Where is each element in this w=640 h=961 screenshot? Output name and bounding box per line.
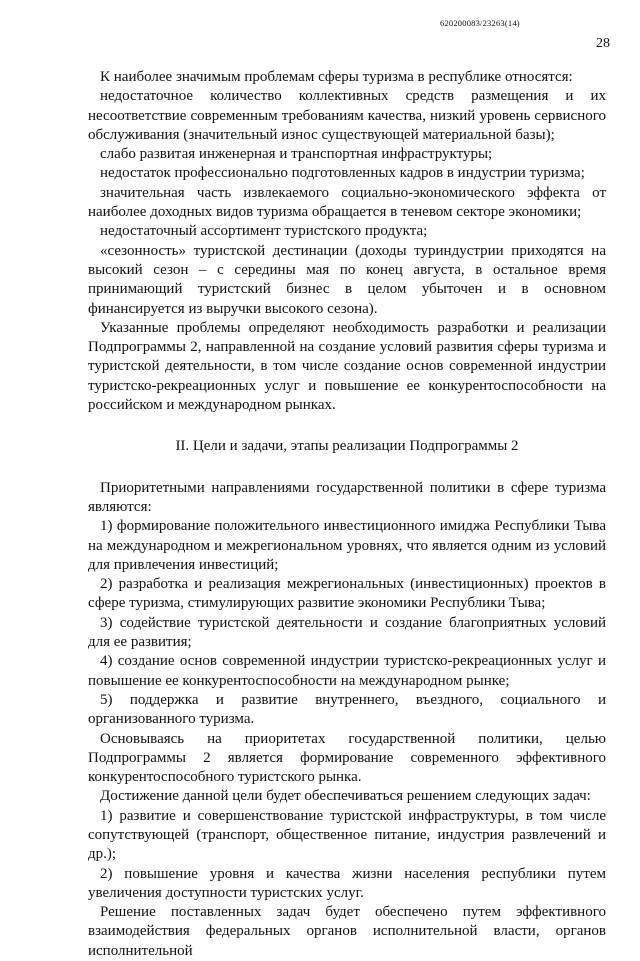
task-item: 1) развитие и совершенствование туристской инфраструктуры, в том числе сопутствующей (транспорт, общественное питание, индустрия развлечений и др.);	[88, 807, 606, 863]
problem-item: «сезонность» туристской дестинации (доходы туриндустрии приходятся на высокий сезон – с середины мая по конец августа, в остальное время принимающий туристский бизнес в целом убыточен и в основном финансируется из выручки высокого сезона).	[88, 242, 606, 317]
priority-item: 4) создание основ современной индустрии туристско-рекреационных услуг и повышение ее конкурентоспособности на международном рынке;	[88, 653, 606, 689]
task-item: 2) повышение уровня и качества жизни населения республики путем увеличения доступности туристских услуг.	[88, 865, 606, 901]
priority-item: 5) поддержка и развитие внутреннего, въездного, социального и организованного туризма.	[88, 691, 606, 728]
paragraph-goal: Основываясь на приоритетах государственной политики, целью Подпрограммы 2 является формирование современного эффективного конкурентоспособного туристского рынка.	[88, 730, 606, 786]
paragraph-conclusion: Указанные проблемы определяют необходимость разработки и реализации Подпрограммы 2, направленной на создание условий развития сферы туризма и туристской деятельности, в том числе создание основ современной индустрии туристско-рекреационных услуг и повышение ее конкурентоспособности на российском и международном рынках.	[88, 319, 606, 414]
section-heading: II. Цели и задачи, этапы реализации Подпрограммы 2	[175, 438, 519, 455]
priority-item: 1) формирование положительного инвестиционного имиджа Республики Тыва на международном и межрегиональном уровнях, что является одним из условий для привлечения инвестиций;	[88, 518, 606, 573]
priority-item: 3) содействие туристской деятельности и создание благоприятных условий для ее развития;	[88, 614, 606, 651]
problem-item: недостаточный ассортимент туристского продукта;	[100, 223, 428, 240]
paragraph-solution: Решение поставленных задач будет обеспечено путем эффективного взаимодействия федеральных органов исполнительной власти, органов исполнительной	[88, 904, 606, 959]
paragraph-intro: К наиболее значимым проблемам сферы туризма в республике относятся:	[100, 69, 573, 85]
document-id: 620200083/23263(14)	[440, 18, 520, 28]
paragraph-priorities: Приоритетными направлениями государственной политики в сфере туризма являются:	[88, 479, 606, 515]
paragraph-tasks-intro: Достижение данной цели будет обеспечиваться решением следующих задач:	[100, 788, 591, 805]
problem-item: недостаток профессионально подготовленных кадров в индустрии туризма;	[100, 165, 585, 182]
page-number: 28	[596, 36, 610, 51]
problem-item: значительная часть извлекаемого социально-экономического эффекта от наиболее доходных видов туризма обращается в теневом секторе экономики;	[88, 184, 606, 221]
problem-item: недостаточное количество коллективных средств размещения и их несоответствие современным требованиям качества, низкий уровень сервисного обслуживания (значительный износ существующей материальной базы);	[88, 88, 606, 143]
priority-item: 2) разработка и реализация межрегиональных (инвестиционных) проектов в сфере туризма, стимулирующих развитие экономики Республики Тыва;	[88, 576, 606, 612]
problem-item: слабо развитая инженерная и транспортная инфраструктуры;	[100, 146, 493, 163]
document-body	[88, 68, 606, 961]
